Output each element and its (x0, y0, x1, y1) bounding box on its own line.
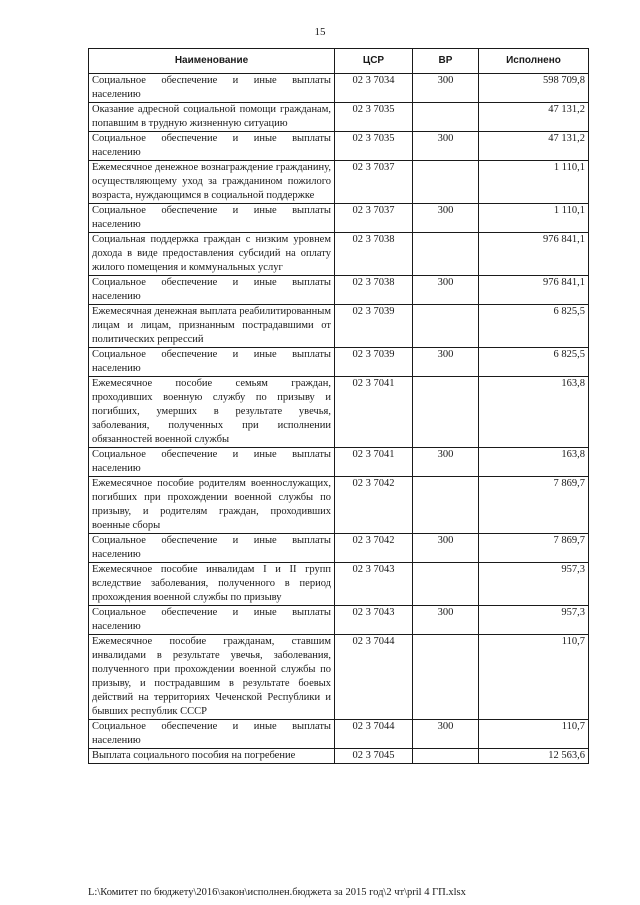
table-header-row (89, 49, 589, 74)
row-amount: 110,7 (479, 635, 589, 720)
table-row (89, 377, 589, 448)
row-vr: 300 (413, 448, 479, 477)
row-csr: 02 3 7035 (335, 132, 413, 161)
row-vr: 300 (413, 348, 479, 377)
row-vr (413, 103, 479, 132)
table-row (89, 204, 589, 233)
row-vr (413, 635, 479, 720)
table-row (89, 348, 589, 377)
row-csr: 02 3 7037 (335, 161, 413, 204)
row-vr: 300 (413, 204, 479, 233)
header-vr: ВР (413, 49, 479, 74)
row-vr (413, 161, 479, 204)
row-amount: 957,3 (479, 563, 589, 606)
header-name: Наименование (89, 49, 335, 74)
row-vr (413, 305, 479, 348)
row-amount: 1 110,1 (479, 161, 589, 204)
table-row (89, 233, 589, 276)
row-name: Социальное обеспечение и иные выплаты населению (89, 534, 335, 563)
row-vr (413, 563, 479, 606)
row-vr: 300 (413, 534, 479, 563)
row-vr (413, 477, 479, 534)
page-number: 15 (314, 26, 326, 38)
row-csr: 02 3 7039 (335, 348, 413, 377)
row-amount: 976 841,1 (479, 276, 589, 305)
row-vr (413, 377, 479, 448)
row-name: Социальная поддержка граждан с низким уровнем дохода в виде предоставления субсидий на оплату жилого помещения и коммунальных услуг (89, 233, 335, 276)
row-csr: 02 3 7044 (335, 635, 413, 720)
row-vr: 300 (413, 276, 479, 305)
row-csr: 02 3 7043 (335, 563, 413, 606)
row-vr: 300 (413, 720, 479, 749)
row-amount: 6 825,5 (479, 305, 589, 348)
table-row (89, 720, 589, 749)
table-row (89, 132, 589, 161)
row-name: Социальное обеспечение и иные выплаты населению (89, 204, 335, 233)
row-vr (413, 749, 479, 764)
row-csr: 02 3 7039 (335, 305, 413, 348)
row-name: Социальное обеспечение и иные выплаты населению (89, 720, 335, 749)
row-name: Социальное обеспечение и иные выплаты населению (89, 74, 335, 103)
budget-execution-table (88, 48, 589, 764)
table-row (89, 606, 589, 635)
row-amount: 47 131,2 (479, 132, 589, 161)
table-row (89, 749, 589, 764)
table-row (89, 635, 589, 720)
table-row (89, 276, 589, 305)
row-name: Ежемесячная денежная выплата реабилитированным лицам и лицам, признанным пострадавшими от политических репрессий (89, 305, 335, 348)
row-name: Оказание адресной социальной помощи гражданам, попавшим в трудную жизненную ситуацию (89, 103, 335, 132)
row-csr: 02 3 7038 (335, 233, 413, 276)
row-amount: 163,8 (479, 377, 589, 448)
row-csr: 02 3 7045 (335, 749, 413, 764)
row-csr: 02 3 7037 (335, 204, 413, 233)
row-name: Социальное обеспечение и иные выплаты населению (89, 132, 335, 161)
row-name: Социальное обеспечение и иные выплаты населению (89, 348, 335, 377)
row-amount: 110,7 (479, 720, 589, 749)
row-csr: 02 3 7034 (335, 74, 413, 103)
row-vr (413, 233, 479, 276)
row-csr: 02 3 7041 (335, 448, 413, 477)
row-vr: 300 (413, 74, 479, 103)
table-row (89, 103, 589, 132)
row-amount: 7 869,7 (479, 477, 589, 534)
row-name: Ежемесячное пособие родителям военнослужащих, погибших при прохождении военной службы по призыву, и родителям граждан, проходивших военные сборы (89, 477, 335, 534)
row-name: Выплата социального пособия на погребение (89, 749, 335, 764)
row-vr: 300 (413, 132, 479, 161)
row-name: Социальное обеспечение и иные выплаты населению (89, 606, 335, 635)
row-name: Социальное обеспечение и иные выплаты населению (89, 448, 335, 477)
row-csr: 02 3 7038 (335, 276, 413, 305)
file-path-footer: L:\Комитет по бюджету\2016\закон\исполнен.бюджета за 2015 год\2 чт\pril 4 ГП.xlsx (88, 887, 466, 898)
row-amount: 1 110,1 (479, 204, 589, 233)
table-row (89, 563, 589, 606)
row-amount: 957,3 (479, 606, 589, 635)
row-name: Социальное обеспечение и иные выплаты населению (89, 276, 335, 305)
row-amount: 7 869,7 (479, 534, 589, 563)
row-amount: 47 131,2 (479, 103, 589, 132)
row-name: Ежемесячное пособие инвалидам I и II групп вследствие заболевания, полученного в период прохождения военной службы по призыву (89, 563, 335, 606)
row-csr: 02 3 7042 (335, 534, 413, 563)
table-row (89, 477, 589, 534)
row-csr: 02 3 7035 (335, 103, 413, 132)
table-row (89, 161, 589, 204)
row-vr: 300 (413, 606, 479, 635)
row-amount: 598 709,8 (479, 74, 589, 103)
table-row (89, 534, 589, 563)
row-name: Ежемесячное денежное вознаграждение гражданину, осуществляющему уход за гражданином пожилого возраста, нуждающимся в социальной поддержке (89, 161, 335, 204)
row-csr: 02 3 7043 (335, 606, 413, 635)
row-amount: 12 563,6 (479, 749, 589, 764)
row-csr: 02 3 7044 (335, 720, 413, 749)
row-amount: 6 825,5 (479, 348, 589, 377)
header-csr: ЦСР (335, 49, 413, 74)
row-name: Ежемесячное пособие гражданам, ставшим инвалидами в результате увечья, заболевания, полученного при прохождении военной службы по призыву, и пострадавшим в результате боевых действий на территориях Чеченской Республики и бывших республик СССР (89, 635, 335, 720)
table-row (89, 305, 589, 348)
row-csr: 02 3 7041 (335, 377, 413, 448)
row-csr: 02 3 7042 (335, 477, 413, 534)
table-row (89, 74, 589, 103)
header-amount: Исполнено (479, 49, 589, 74)
row-amount: 163,8 (479, 448, 589, 477)
row-name: Ежемесячное пособие семьям граждан, проходивших военную службу по призыву и погибших, умерших в результате увечья, заболевания, полученных при исполнении обязанностей военной службы (89, 377, 335, 448)
row-amount: 976 841,1 (479, 233, 589, 276)
table-row (89, 448, 589, 477)
